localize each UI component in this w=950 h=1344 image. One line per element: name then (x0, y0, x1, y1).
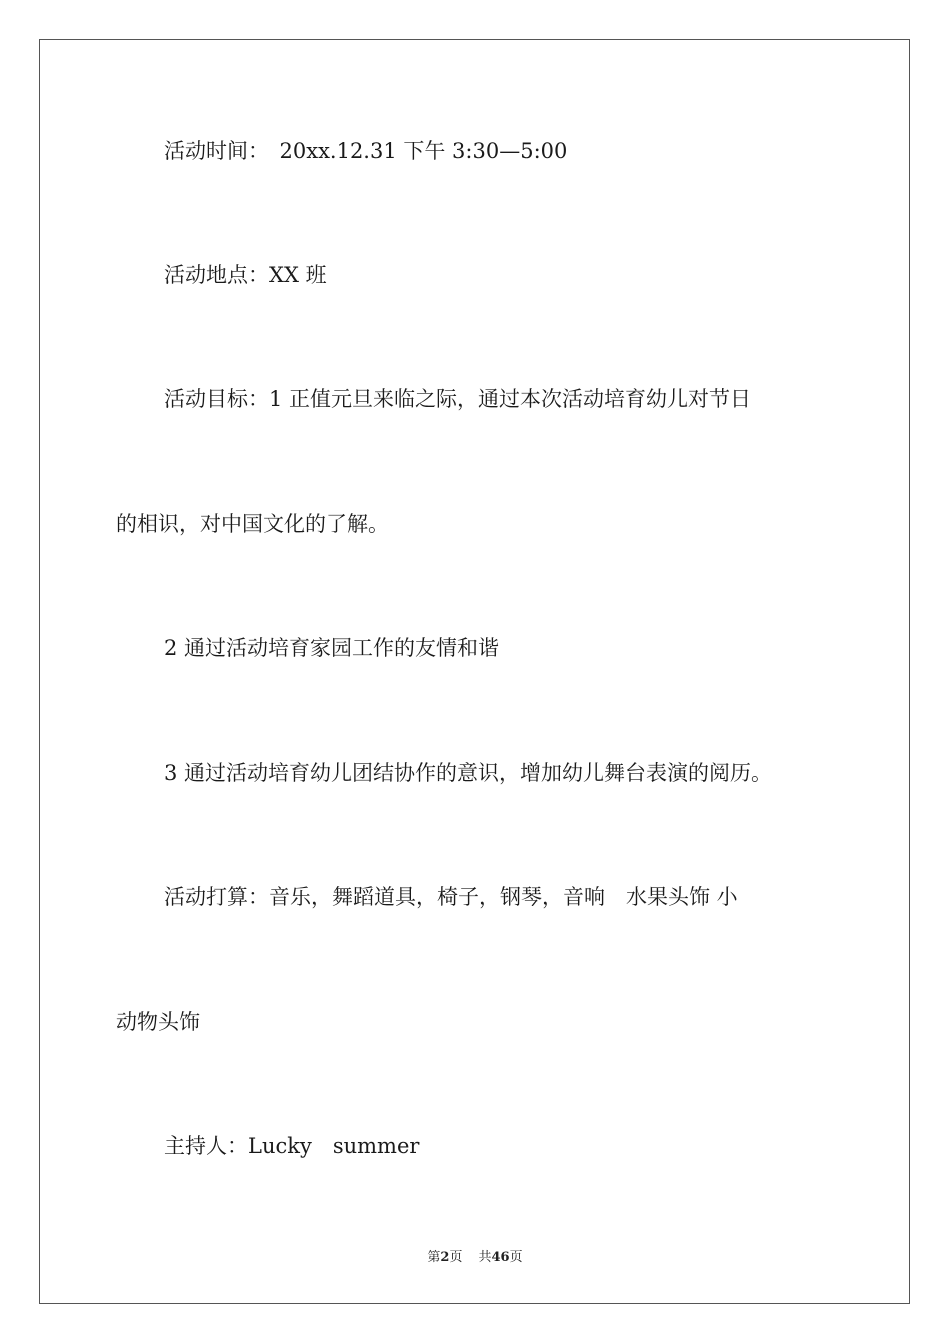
activity-location: 活动地点：XX 班 (164, 263, 327, 287)
activity-preparation-continued: 动物头饰 (116, 1010, 200, 1034)
activity-preparation: 活动打算：音乐，舞蹈道具，椅子，钢琴，音响 水果头饰 小 (164, 885, 738, 909)
activity-goal-2: 2 通过活动培育家园工作的友情和谐 (164, 636, 500, 660)
footer-page-prefix: 第 (427, 1250, 441, 1265)
activity-time: 活动时间： 20xx.12.31 下午 3:30—5:00 (164, 139, 568, 163)
footer-page-suffix: 页 (449, 1250, 463, 1265)
activity-goal-1: 活动目标：1 正值元旦来临之际，通过本次活动培育幼儿对节日 (164, 387, 752, 411)
activity-goal-1-continued: 的相识，对中国文化的了解。 (116, 512, 389, 536)
host: 主持人：Lucky summer (164, 1134, 420, 1158)
page-border (39, 39, 910, 1304)
footer-total-pages: 46 (491, 1250, 510, 1265)
activity-goal-3: 3 通过活动培育幼儿团结协作的意识，增加幼儿舞台表演的阅历。 (164, 761, 773, 785)
footer-page-number: 2 (440, 1250, 450, 1265)
footer-total-prefix: 共 (478, 1250, 492, 1265)
page-footer (0, 1246, 950, 1265)
footer-total-suffix: 页 (509, 1250, 523, 1265)
